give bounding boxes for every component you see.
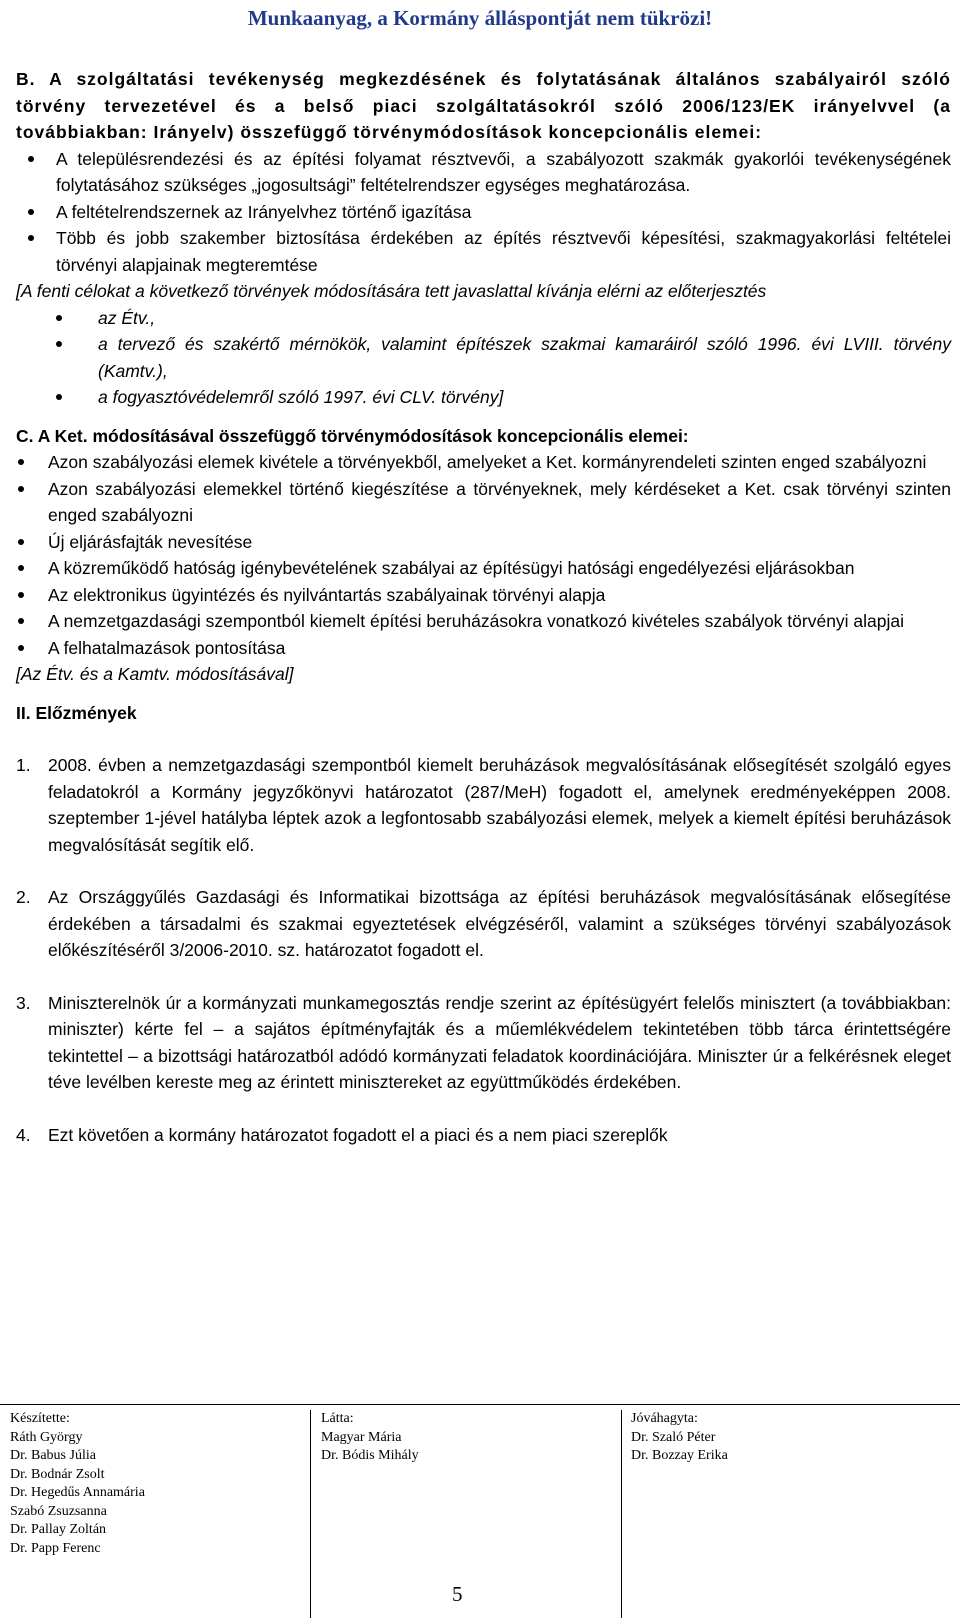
name-entry: Dr. Babus Júlia <box>10 1448 96 1463</box>
list-item: a fogyasztóvédelemről szóló 1997. évi CLV. törvény] <box>16 384 951 411</box>
item-number: 2. <box>16 887 31 907</box>
name-entry: Szabó Zsuzsanna <box>10 1503 107 1519</box>
section-c-title: C. A Ket. módosításával összefüggő törvénymódosítások koncepcionális elemei: <box>16 425 689 446</box>
numbered-item <box>16 1122 951 1149</box>
approval-footer <box>0 1404 960 1618</box>
item-text: 2008. évben a nemzetgazdasági szempontból kiemelt beruházások megvalósításának elősegítését szolgáló egyes feladatokról a Kormány jegyzőkönyvi határozatot (287/MeH) fogadott el, amelynek eredményeképpen 2008. szeptember 1-jével hatályba léptek azok a legfontosabb szabályozási elemek, melyek a kiemelt építési beruházások megvalósítását segítik elő. <box>48 755 951 855</box>
list-item: Több és jobb szakember biztosítása érdekében az építés résztvevői képesítési, szakmagyakorlási feltételei törvényi alapjainak megteremtése <box>16 225 951 278</box>
document-body <box>16 66 951 1148</box>
item-number: 1. <box>16 755 31 775</box>
section-c-bullets <box>16 449 951 661</box>
name-entry: Dr. Pallay Zoltán <box>10 1522 107 1537</box>
section-b-note-items <box>16 305 951 411</box>
section-c-note: [Az Étv. és a Kamtv. módosításával] <box>16 664 294 684</box>
list-item: a tervező és szakértő mérnökök, valamint építészek szakmai kamaráiról szóló 1996. évi LVIII. törvény (Kamtv.), <box>16 331 951 384</box>
list-item: Az elektronikus ügyintézés és nyilvántartás szabályainak törvényi alapja <box>16 582 951 609</box>
item-number: 4. <box>16 1124 31 1145</box>
column-label: Jóváhagyta: <box>631 1411 698 1426</box>
document-header: Munkaanyag, a Kormány álláspontját nem tükrözi! <box>247 6 713 30</box>
list-item: A településrendezési és az építési folyamat résztvevői, a szabályozott szakmák gyakorlói tevékenységének folytatásához szükséges „jogosultsági” feltételrendszer egységes meghatározása. <box>16 146 951 199</box>
numbered-item <box>16 990 951 1096</box>
section-ii-title: II. Előzmények <box>16 702 137 723</box>
page-number: 5 <box>452 1582 463 1606</box>
column-label: Készítette: <box>10 1411 70 1426</box>
list-item: az Étv., <box>16 305 951 332</box>
list-item: A közreműködő hatóság igénybevételének szabályai az építésügyi hatósági engedélyezési eljárásokban <box>16 555 951 582</box>
prepared-by-column <box>10 1410 311 1618</box>
name-entry: Ráth György <box>10 1429 83 1445</box>
name-entry: Magyar Mária <box>321 1429 402 1445</box>
numbered-item <box>16 752 951 858</box>
item-text: Miniszterelnök úr a kormányzati munkamegosztás rendje szerint az építésügyért felelős minisztert (a továbbiakban: miniszter) kérte fel – a sajátos építményfajták és a műemlékvédelem tekintetében több tárca érintettségére tekintettel – a bizottsági határozatból adódó kormányzati feladatok koordinációjára. Miniszter úr a felkérésnek eleget téve levélben kereste meg az érintett minisztereket az együttműködés érdekében. <box>48 992 951 1092</box>
name-entry: Dr. Bozzay Erika <box>631 1448 728 1463</box>
name-entry: Dr. Bódis Mihály <box>321 1448 419 1463</box>
list-item: A feltételrendszernek az Irányelvhez történő igazítása <box>16 199 951 226</box>
column-label: Látta: <box>321 1411 354 1426</box>
list-item: A felhatalmazások pontosítása <box>16 635 951 662</box>
name-entry: Dr. Hegedűs Annamária <box>10 1485 145 1500</box>
section-b-note: [A fenti célokat a következő törvények módosítására tett javaslattal kívánja elérni az előterjesztés <box>16 281 767 301</box>
reviewed-by-column <box>321 1410 622 1618</box>
section-b-bullets <box>16 146 951 279</box>
item-text: Ezt követően a kormány határozatot fogadott el a piaci és a nem piaci szereplők <box>48 1124 668 1145</box>
approved-by-column <box>631 1410 951 1466</box>
name-entry: Dr. Bodnár Zsolt <box>10 1466 105 1482</box>
section-b-title: B. A szolgáltatási tevékenység megkezdésének és folytatásának általános szabályairól szóló törvény tervezetével és a belső piaci szolgáltatásokról szóló 2006/123/EK irányelvvel (a továbbiakban: Irányelv) összefüggő törvénymódosítások koncepcionális elemei: <box>16 69 951 142</box>
name-entry: Dr. Papp Ferenc <box>10 1540 101 1556</box>
list-item: A nemzetgazdasági szempontból kiemelt építési beruházásokra vonatkozó kivételes szabályok törvényi alapjai <box>16 608 951 635</box>
numbered-item <box>16 884 951 964</box>
list-item: Azon szabályozási elemek kivétele a törvényekből, amelyeket a Ket. kormányrendeleti szinten enged szabályozni <box>16 449 951 476</box>
list-item: Új eljárásfajták nevesítése <box>16 529 951 556</box>
item-number: 3. <box>16 992 31 1013</box>
name-entry: Dr. Szaló Péter <box>631 1429 716 1445</box>
item-text: Az Országgyűlés Gazdasági és Informatikai bizottsága az építési beruházások megvalósításának elősegítése érdekében a társadalmi és szakmai egyeztetések elvégzéséről, valamint a szükséges törvényi szabályozások előkészítéséről 3/2006-2010. sz. határozatot fogadott el. <box>48 887 951 960</box>
list-item: Azon szabályozási elemekkel történő kiegészítése a törvényeknek, mely kérdéseket a Ket. csak törvényi szinten enged szabályozni <box>16 476 951 529</box>
